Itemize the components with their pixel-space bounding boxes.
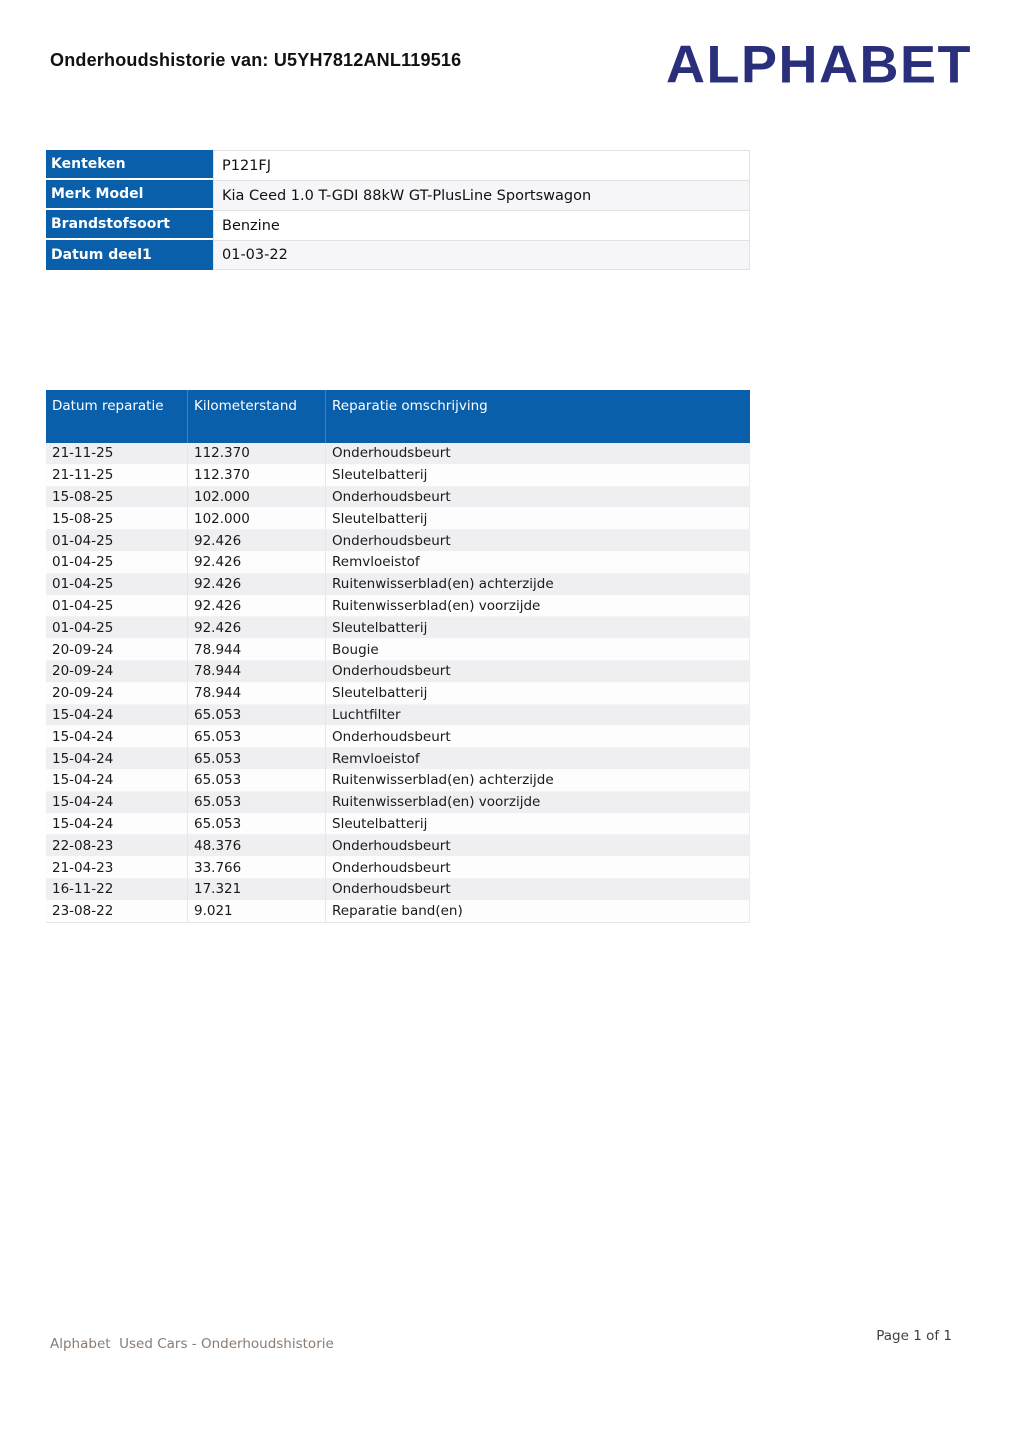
cell-datum-reparatie: 21-04-23	[46, 857, 188, 879]
cell-datum-reparatie: 23-08-22	[46, 901, 188, 923]
cell-kilometerstand: 48.376	[188, 835, 326, 857]
cell-kilometerstand: 102.000	[188, 508, 326, 530]
table-header-row	[46, 390, 750, 443]
cell-reparatie-omschrijving: Bougie	[326, 639, 750, 661]
info-label: Brandstofsoort	[46, 210, 213, 240]
cell-reparatie-omschrijving: Sleutelbatterij	[326, 683, 750, 705]
cell-reparatie-omschrijving: Onderhoudsbeurt	[326, 835, 750, 857]
table-row	[46, 530, 750, 552]
cell-datum-reparatie: 20-09-24	[46, 639, 188, 661]
cell-reparatie-omschrijving: Onderhoudsbeurt	[326, 487, 750, 509]
cell-kilometerstand: 9.021	[188, 901, 326, 923]
table-row	[46, 879, 750, 901]
cell-reparatie-omschrijving: Remvloeistof	[326, 552, 750, 574]
cell-reparatie-omschrijving: Onderhoudsbeurt	[326, 661, 750, 683]
column-header-datum-reparatie: Datum reparatie	[46, 390, 188, 443]
cell-kilometerstand: 65.053	[188, 792, 326, 814]
cell-datum-reparatie: 01-04-25	[46, 617, 188, 639]
table-row	[46, 552, 750, 574]
vehicle-info-row	[46, 150, 750, 180]
cell-datum-reparatie: 15-08-25	[46, 508, 188, 530]
cell-datum-reparatie: 01-04-25	[46, 552, 188, 574]
cell-reparatie-omschrijving: Ruitenwisserblad(en) voorzijde	[326, 792, 750, 814]
table-row	[46, 901, 750, 923]
table-row	[46, 770, 750, 792]
cell-kilometerstand: 92.426	[188, 530, 326, 552]
table-row	[46, 726, 750, 748]
cell-kilometerstand: 65.053	[188, 770, 326, 792]
cell-reparatie-omschrijving: Sleutelbatterij	[326, 508, 750, 530]
table-row	[46, 683, 750, 705]
cell-reparatie-omschrijving: Ruitenwisserblad(en) voorzijde	[326, 596, 750, 618]
cell-kilometerstand: 17.321	[188, 879, 326, 901]
info-label: Merk Model	[46, 180, 213, 210]
table-row	[46, 857, 750, 879]
maintenance-history-table	[46, 390, 750, 923]
cell-datum-reparatie: 01-04-25	[46, 596, 188, 618]
cell-kilometerstand: 92.426	[188, 617, 326, 639]
info-value: 01-03-22	[213, 240, 750, 270]
cell-kilometerstand: 78.944	[188, 661, 326, 683]
cell-kilometerstand: 65.053	[188, 814, 326, 836]
cell-datum-reparatie: 16-11-22	[46, 879, 188, 901]
cell-reparatie-omschrijving: Onderhoudsbeurt	[326, 879, 750, 901]
table-row	[46, 814, 750, 836]
info-label: Kenteken	[46, 150, 213, 180]
info-value: P121FJ	[213, 150, 750, 180]
table-row	[46, 487, 750, 509]
table-row	[46, 443, 750, 465]
info-value: Benzine	[213, 210, 750, 240]
cell-datum-reparatie: 15-04-24	[46, 726, 188, 748]
alphabet-logo: ALPHABET	[666, 35, 972, 95]
cell-datum-reparatie: 21-11-25	[46, 443, 188, 465]
cell-reparatie-omschrijving: Sleutelbatterij	[326, 465, 750, 487]
table-row	[46, 596, 750, 618]
cell-kilometerstand: 92.426	[188, 596, 326, 618]
cell-datum-reparatie: 15-04-24	[46, 792, 188, 814]
column-header-reparatie-omschrijving: Reparatie omschrijving	[326, 390, 750, 443]
info-label: Datum deel1	[46, 240, 213, 270]
footer-document-label: Alphabet Used Cars - Onderhoudshistorie	[50, 1336, 334, 1352]
cell-kilometerstand: 65.053	[188, 748, 326, 770]
table-row	[46, 639, 750, 661]
info-value: Kia Ceed 1.0 T-GDI 88kW GT-PlusLine Sportswagon	[213, 180, 750, 210]
cell-kilometerstand: 65.053	[188, 705, 326, 727]
cell-kilometerstand: 78.944	[188, 683, 326, 705]
vehicle-info-row	[46, 180, 750, 210]
column-header-kilometerstand: Kilometerstand	[188, 390, 326, 443]
cell-kilometerstand: 112.370	[188, 465, 326, 487]
cell-datum-reparatie: 15-08-25	[46, 487, 188, 509]
cell-reparatie-omschrijving: Ruitenwisserblad(en) achterzijde	[326, 574, 750, 596]
table-row	[46, 465, 750, 487]
page-title: Onderhoudshistorie van: U5YH7812ANL119516	[50, 50, 462, 70]
vehicle-info-table	[46, 150, 750, 270]
cell-reparatie-omschrijving: Ruitenwisserblad(en) achterzijde	[326, 770, 750, 792]
cell-datum-reparatie: 15-04-24	[46, 748, 188, 770]
cell-kilometerstand: 78.944	[188, 639, 326, 661]
cell-datum-reparatie: 01-04-25	[46, 530, 188, 552]
cell-reparatie-omschrijving: Sleutelbatterij	[326, 617, 750, 639]
cell-kilometerstand: 92.426	[188, 552, 326, 574]
cell-datum-reparatie: 22-08-23	[46, 835, 188, 857]
cell-kilometerstand: 102.000	[188, 487, 326, 509]
cell-datum-reparatie: 15-04-24	[46, 814, 188, 836]
cell-reparatie-omschrijving: Onderhoudsbeurt	[326, 530, 750, 552]
cell-datum-reparatie: 01-04-25	[46, 574, 188, 596]
table-row	[46, 508, 750, 530]
vehicle-info-row	[46, 210, 750, 240]
cell-kilometerstand: 112.370	[188, 443, 326, 465]
cell-kilometerstand: 65.053	[188, 726, 326, 748]
cell-datum-reparatie: 15-04-24	[46, 705, 188, 727]
table-row	[46, 617, 750, 639]
page-number: Page 1 of 1	[876, 1328, 952, 1344]
cell-reparatie-omschrijving: Onderhoudsbeurt	[326, 857, 750, 879]
cell-reparatie-omschrijving: Remvloeistof	[326, 748, 750, 770]
cell-datum-reparatie: 20-09-24	[46, 661, 188, 683]
cell-reparatie-omschrijving: Reparatie band(en)	[326, 901, 750, 923]
table-row	[46, 835, 750, 857]
table-row	[46, 792, 750, 814]
cell-reparatie-omschrijving: Onderhoudsbeurt	[326, 443, 750, 465]
table-row	[46, 661, 750, 683]
table-row	[46, 574, 750, 596]
cell-datum-reparatie: 21-11-25	[46, 465, 188, 487]
vehicle-info-row	[46, 240, 750, 270]
cell-reparatie-omschrijving: Sleutelbatterij	[326, 814, 750, 836]
cell-reparatie-omschrijving: Luchtfilter	[326, 705, 750, 727]
cell-reparatie-omschrijving: Onderhoudsbeurt	[326, 726, 750, 748]
table-row	[46, 705, 750, 727]
cell-datum-reparatie: 20-09-24	[46, 683, 188, 705]
cell-kilometerstand: 33.766	[188, 857, 326, 879]
table-row	[46, 748, 750, 770]
cell-datum-reparatie: 15-04-24	[46, 770, 188, 792]
cell-kilometerstand: 92.426	[188, 574, 326, 596]
